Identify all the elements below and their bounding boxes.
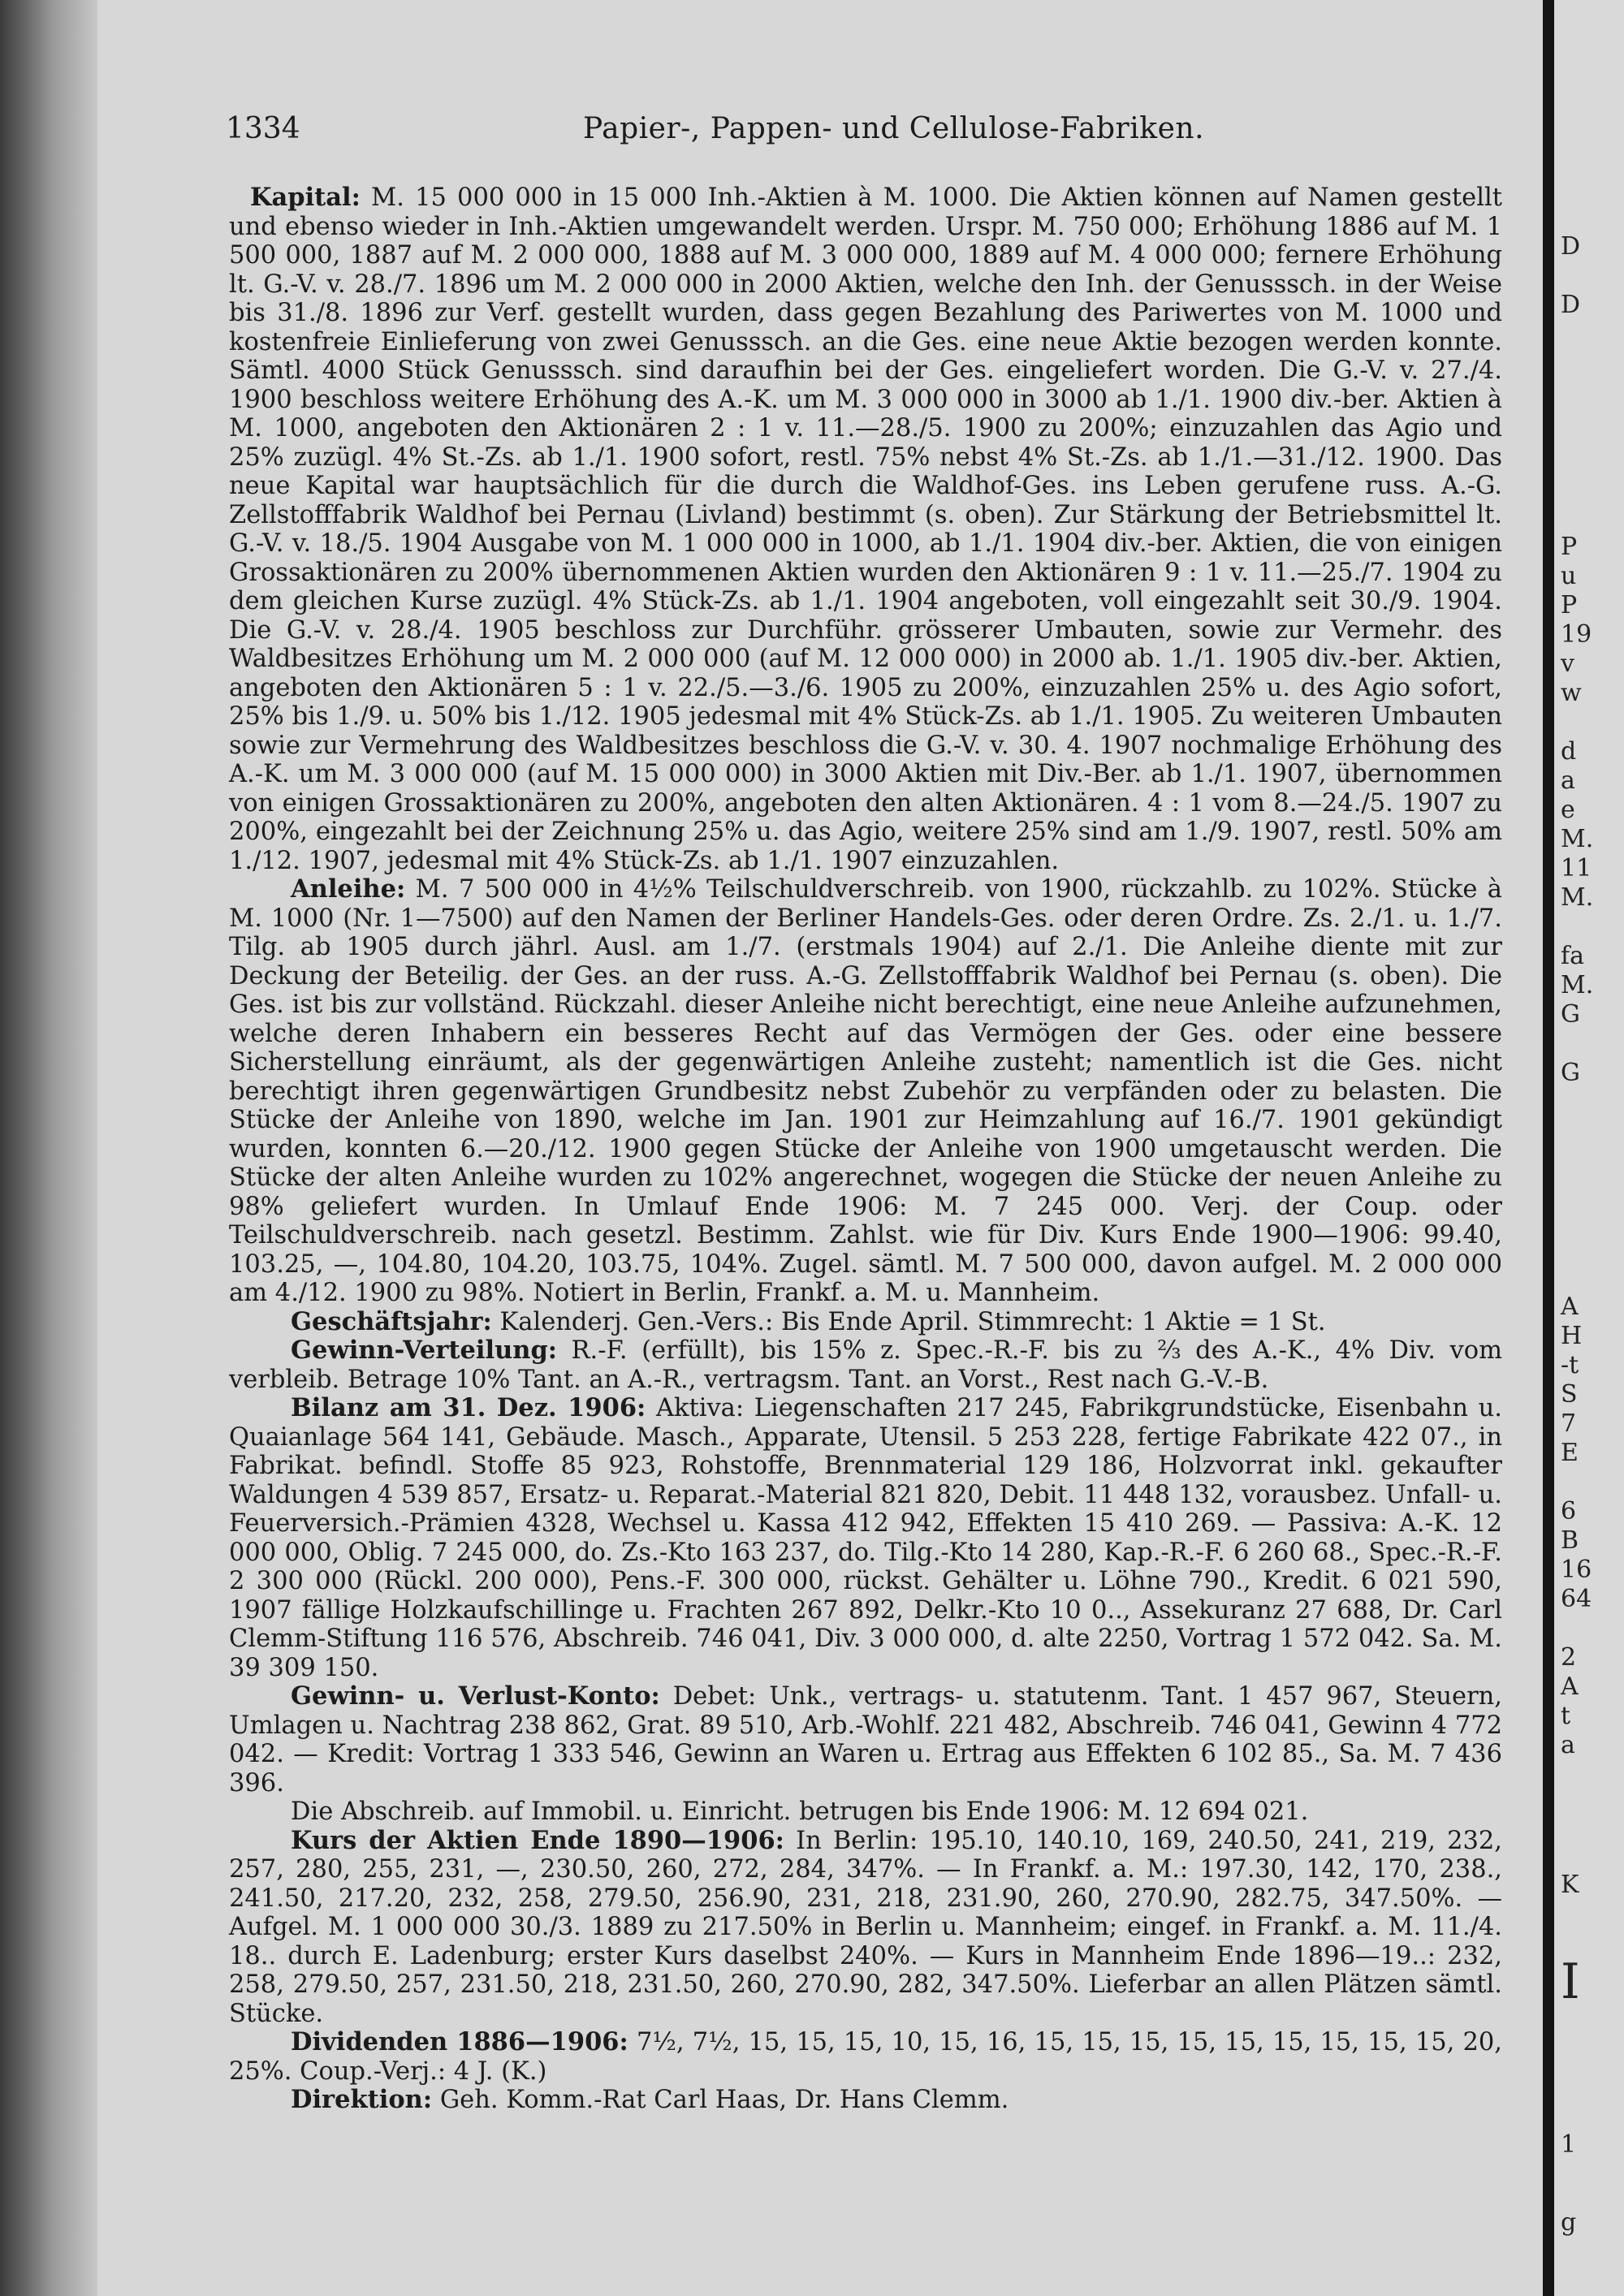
section-kurs-aktien [229, 1827, 1502, 2029]
fragment: H [1561, 1322, 1583, 1350]
section-label: Direktion: [291, 2085, 433, 2114]
section-text: In Berlin: 195.10, 140.10, 169, 240.50, 241, 219, 232, 257, 280, 255, 231, —, 230.50, 260, 272, 284, 347%. — In Frankf. a. M.: 197.30, 142, 170, 238., 241.50, 217.20, 232, 258, 279.50, 256.90, 231, 218, 231.90, 260, 270.90, 282.75, 347.50%. — Aufgel. M. 1 000 000 30./3. 1889 zu 217.50% in Berlin u. Mannheim; eingef. in Frankf. a. M. 11./4. 18.. durch E. Ladenburg; erster Kurs daselbst 240%. — Kurs in Mannheim Ende 1896—19..: 232, 258, 279.50, 257, 231.50, 218, 231.50, 260, 270.90, 282, 347.50%. Lieferbar an allen Plätzen sämtl. Stücke. [229, 1826, 1502, 2028]
fragment: M. [1561, 825, 1594, 853]
section-label: Anleihe: [291, 874, 406, 904]
fragment: G [1561, 1059, 1580, 1087]
fragment: w [1561, 679, 1582, 707]
section-geschaeftsjahr [229, 1308, 1502, 1337]
page-gutter [1543, 0, 1554, 2296]
section-gewinn-verlust-konto [229, 1682, 1502, 1798]
running-title: Papier-, Pappen- und Cellulose-Fabriken. [583, 112, 1205, 145]
page-header [226, 112, 1509, 153]
fragment: 6 [1561, 1497, 1577, 1526]
adjacent-page-strip [1554, 0, 1624, 2296]
fragment: 16 [1561, 1556, 1592, 1584]
fragment: D [1561, 291, 1581, 319]
fragment: K [1561, 1871, 1579, 1899]
section-anleihe [229, 875, 1502, 1308]
fragment: 64 [1561, 1585, 1592, 1613]
section-label: Gewinn- u. Verlust-Konto: [291, 1681, 660, 1711]
fragment: 19 [1561, 620, 1592, 649]
fragment: D [1561, 232, 1581, 261]
section-label: Kurs der Aktien Ende 1890—1906: [291, 1825, 784, 1855]
section-label: Geschäftsjahr: [291, 1306, 492, 1336]
fragment: fa [1561, 942, 1584, 970]
section-kapital [229, 183, 1502, 875]
fragment: 7 [1561, 1409, 1577, 1438]
fragment: E [1561, 1439, 1579, 1467]
section-label: Bilanz am 31. Dez. 1906: [291, 1393, 646, 1422]
section-label: Dividenden 1886—1906: [291, 2027, 628, 2056]
article-body [229, 183, 1502, 2115]
section-text: Die Abschreib. auf Immobil. u. Einricht. betrugen bis Ende 1906: M. 12 694 021. [291, 1798, 1309, 1826]
fragment: A [1561, 1672, 1579, 1701]
fragment: A [1561, 1293, 1579, 1321]
fragment: G [1561, 1000, 1580, 1029]
fragment: M. [1561, 971, 1594, 999]
section-text: Debet: Unk., vertrags- u. statutenm. Tant. 1 457 967, Steuern, Umlagen u. Nachtrag 238 862, Grat. 89 510, Arb.-Wohlf. 221 482, Abschreib. 746 041, Gewinn 4 772 042. — Kredit: Vortrag 1 333 546, Gewinn an Waren u. Ertrag aus Effekten 6 102 85., Sa. M. 7 436 396. [229, 1682, 1502, 1798]
fragment: P [1561, 591, 1578, 619]
fragment: B [1561, 1526, 1579, 1555]
fragment: 2 [1561, 1643, 1577, 1672]
fragment: a [1561, 766, 1575, 795]
section-text: R.-F. (erfüllt), bis 15% z. Spec.-R.-F. bis zu ⅔ des A.-K., 4% Div. vom verbleib. Betrage 10% Tant. an A.-R., vertragsm. Tant. an Vorst., Rest nach G.-V.-B. [229, 1336, 1502, 1394]
section-text: 7½, 7½, 15, 15, 15, 10, 15, 16, 15, 15, 15, 15, 15, 15, 15, 15, 15, 20, 25%. Coup.-Verj.: 4 J. (K.) [229, 2028, 1502, 2086]
fragment: 11 [1561, 854, 1592, 883]
fragment: d [1561, 737, 1577, 766]
section-bilanz [229, 1394, 1502, 1682]
fragment: v [1561, 650, 1574, 678]
fragment: a [1561, 1731, 1575, 1759]
fragment: I [1561, 1953, 1580, 2010]
section-text: Geh. Komm.-Rat Carl Haas, Dr. Hans Clemm. [439, 2086, 1009, 2114]
section-direktion [229, 2086, 1502, 2115]
fragment: u [1561, 562, 1577, 590]
fragment: S [1561, 1380, 1578, 1409]
section-text: Kalenderj. Gen.-Vers.: Bis Ende April. Stimmrecht: 1 Aktie = 1 St. [499, 1307, 1326, 1336]
section-text: Aktiva: Liegenschaften 217 245, Fabrikgrundstücke, Eisenbahn u. Quaianlage 564 141, Gebäude. Masch., Apparate, Utensil. 5 253 228, fertige Fabrikate 422 07., in Fabrikat. befindl. Stoffe 85 923, Rohstoffe, Brennmaterial 129 186, Holzvorrat inkl. gekaufter Waldungen 4 539 857, Ersatz- u. Reparat.-Material 821 820, Debit. 11 448 132, vorausbez. Unfall- u. Feuerversich.-Prämien 4328, Wechsel u. Kassa 412 942, Effekten 15 410 269. — Passiva: A.-K. 12 000 000, Oblig. 7 245 000, do. Zs.-Kto 163 237, do. Tilg.-Kto 14 280, Kap.-R.-F. 6 260 68., Spec.-R.-F. 2 300 000 (Rückl. 200 000), Pens.-F. 300 000, rückst. Gehälter u. Löhne 790., Kredit. 6 021 590, 1907 fällige Holzkaufschillinge u. Frachten 267 892, Delkr.-Kto 10 0.., Assekuranz 27 688, Dr. Carl Clemm-Stiftung 116 576, Abschreib. 746 041, Div. 3 000 000, d. alte 2250, Vortrag 1 572 042. Sa. M. 39 309 150. [229, 1394, 1503, 1682]
section-dividenden [229, 2028, 1502, 2086]
fragment: e [1561, 796, 1575, 824]
fragment: t [1561, 1702, 1571, 1730]
section-label: Kapital: [250, 183, 361, 212]
section-text: M. 7 500 000 in 4½% Teilschuldverschreib. von 1900, rückzahlb. zu 102%. Stücke à M. 1000 (Nr. 1—7500) auf den Namen der Berliner Handels-Ges. oder deren Ordre. Zs. 2./1. u. 1./7. Tilg. ab 1905 durch jährl. Ausl. am 1./7. (erstmals 1904) auf 2./1. Die Anleihe diente mit zur Deckung der Beteilig. der Ges. an der russ. A.-G. Zellstofffabrik Waldhof bei Pernau (s. oben). Die Ges. ist bis zur vollständ. Rückzahl. dieser Anleihe nicht berechtigt, eine neue Anleihe aufzunehmen, welche deren Inhabern ein besseres Recht auf das Vermögen der Ges. oder eine bessere Sicherstellung einräumt, als der gegenwärtigen Anleihe zusteht; namentlich ist die Ges. nicht berechtigt ihren gegenwärtigen Grundbesitz nebst Zubehör zu verpfänden oder zu belasten. Die Stücke der Anleihe von 1890, welche im Jan. 1901 zur Heimzahlung auf 16./7. 1901 gekündigt wurden, konnten 6.—20./12. 1900 gegen Stücke der Anleihe von 1900 umgetauscht werden. Die Stücke der alten Anleihe wurden zu 102% angerechnet, wogegen die Stücke der neuen Anleihe zu 98% geliefert wurden. In Umlauf Ende 1906: M. 7 245 000. Verj. der Coup. oder Teilschuldverschreib. nach gesetzl. Bestimm. Zahlst. wie für Div. Kurs Ende 1900—1906: 99.40, 103.25, —, 104.80, 104.20, 103.75, 104%. Zugel. sämtl. M. 7 500 000, davon aufgel. M. 2 000 000 am 4./12. 1900 zu 98%. Notiert in Berlin, Frankf. a. M. u. Mannheim. [229, 875, 1502, 1307]
section-text: M. 15 000 000 in 15 000 Inh.-Aktien à M. 1000. Die Aktien können auf Namen gestellt und ebenso wieder in Inh.-Aktien umgewandelt werden. Urspr. M. 750 000; Erhöhung 1886 auf M. 1 500 000, 1887 auf M. 2 000 000, 1888 auf M. 3 000 000, 1889 auf M. 4 000 000; fernere Erhöhung lt. G.-V. v. 28./7. 1896 um M. 2 000 000 in 2000 Aktien, welche den Inh. der Genusssch. in der Weise bis 31./8. 1896 zur Verf. gestellt wurden, dass gegen Bezahlung des Pariwertes von M. 1000 und kostenfreie Einlieferung von zwei Genusssch. an die Ges. eine neue Aktie bezogen werden konnte. Sämtl. 4000 Stück Genusssch. sind daraufhin bei der Ges. eingeliefert worden. Die G.-V. v. 27./4. 1900 beschloss weitere Erhöhung des A.-K. um M. 3 000 000 in 3000 ab 1./1. 1900 div.-ber. Aktien à M. 1000, angeboten den Aktionären 2 : 1 v. 11.—28./5. 1900 zu 200%; einzuzahlen das Agio und 25% zuzügl. 4% St.-Zs. ab 1./1. 1900 sofort, restl. 75% nebst 4% St.-Zs. ab 1./1.—31./12. 1900. Das neue Kapital war hauptsächlich für die durch die Waldhof-Ges. ins Leben gerufene russ. A.-G. Zellstofffabrik Waldhof bei Pernau (Livland) bestimmt (s. oben). Zur Stärkung der Betriebsmittel lt. G.-V. v. 18./5. 1904 Ausgabe von M. 1 000 000 in 1000, ab 1./1. 1904 div.-ber. Aktien, die von einigen Grossaktionären zu 200% übernommenen Aktien wurden den Aktionären 9 : 1 v. 11.—25./7. 1904 zu dem gleichen Kurse zuzügl. 4% Stück-Zs. ab 1./1. 1904 angeboten, voll eingezahlt seit 30./9. 1904. Die G.-V. v. 28./4. 1905 beschloss zur Durchführ. grösserer Umbauten, sowie zur Vermehr. des Waldbesitzes Erhöhung um M. 2 000 000 (auf M. 12 000 000) in 2000 ab. 1./1. 1905 div.-ber. Aktien, angeboten den Aktionären 5 : 1 v. 22./5.—3./6. 1905 zu 200%, einzuzahlen 25% u. des Agio sofort, 25% bis 1./9. u. 50% bis 1./12. 1905 jedesmal mit 4% Stück-Zs. ab 1./1. 1905. Zu weiteren Umbauten sowie zur Vermehrung des Waldbesitzes beschloss die G.-V. v. 30. 4. 1907 nochmalige Erhöhung des A.-K. um M. 3 000 000 (auf M. 15 000 000) in 3000 Aktien mit Div.-Ber. ab 1./1. 1907, übernommen von einigen Grossaktionären zu 200%, angeboten den alten Aktionären. 4 : 1 vom 8.—24./5. 1907 zu 200%, eingezahlt bei der Zeichnung 25% u. das Agio, weitere 25% sind am 1./9. 1907, restl. 50% am 1./12. 1907, jedesmal mit 4% Stück-Zs. ab 1./1. 1907 einzuzahlen. [229, 183, 1502, 875]
section-gewinn-verteilung [229, 1336, 1502, 1394]
fragment: -t [1561, 1351, 1579, 1379]
fragment: g [1561, 2208, 1577, 2237]
page-number: 1334 [226, 112, 300, 145]
book-spine-shadow [0, 0, 97, 2296]
fragment: P [1561, 533, 1578, 561]
section-abschreibung-note [229, 1798, 1502, 1827]
fragment: M. [1561, 883, 1594, 912]
section-label: Gewinn-Verteilung: [291, 1336, 558, 1365]
fragment: 1 [1561, 2130, 1577, 2159]
